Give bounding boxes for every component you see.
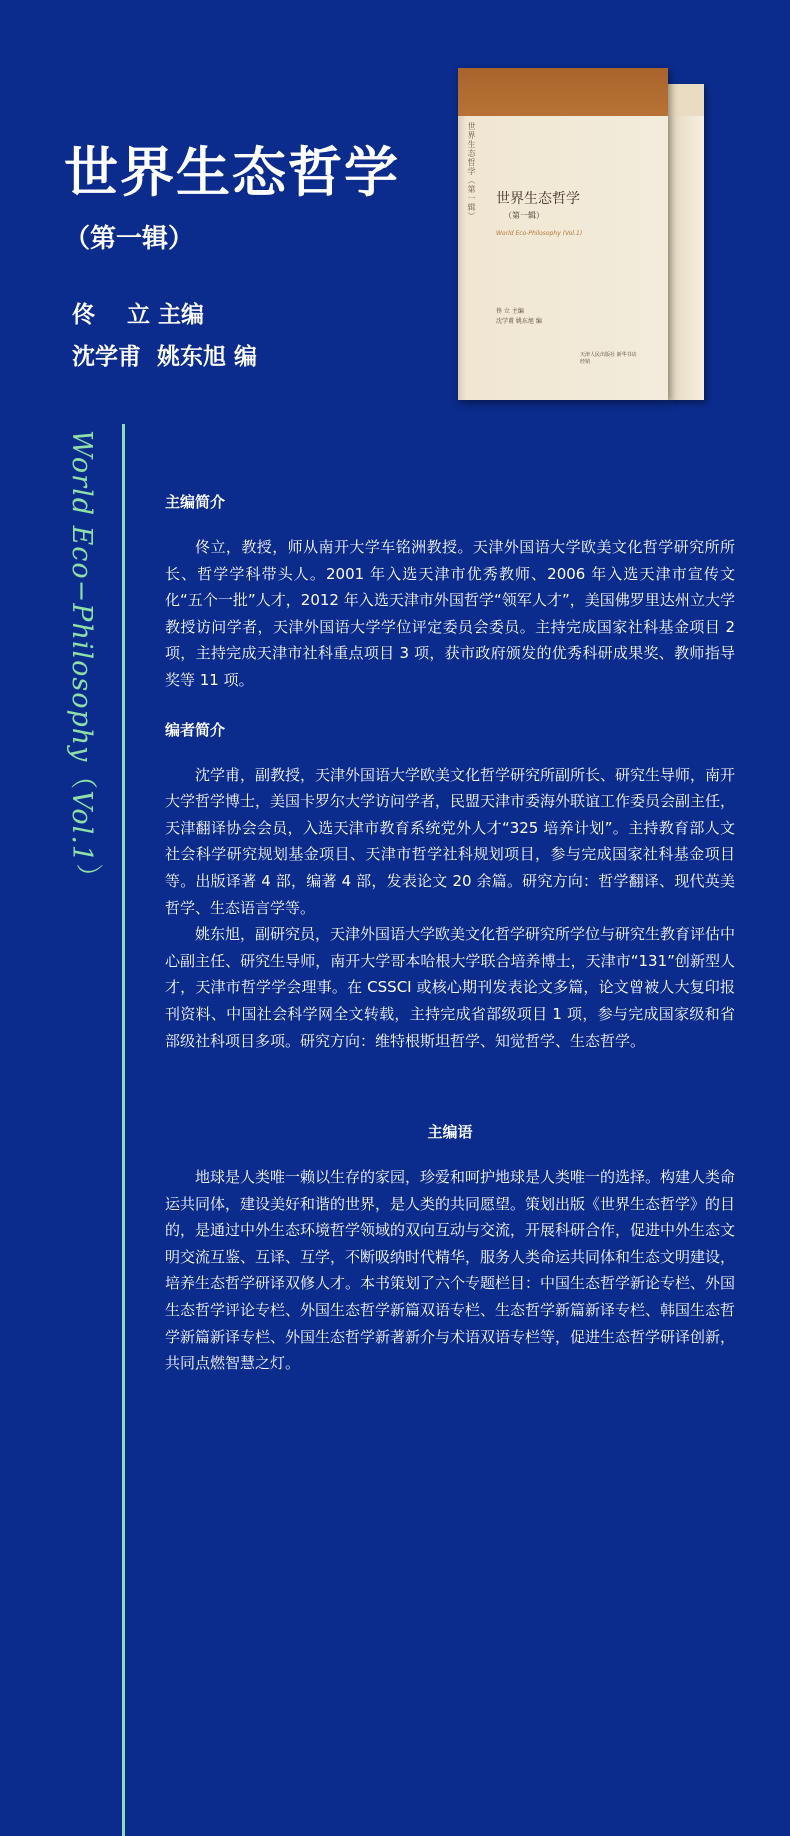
english-vertical-title: World Eco−Philosophy（Vol.1） xyxy=(66,430,97,892)
book-cover-title: 世界生态哲学 xyxy=(496,191,580,207)
book-cover-side-text: 世界生态哲学（第一辑） xyxy=(467,122,476,221)
chief-editor-line: 佟 立 主编 xyxy=(72,301,205,328)
editors-line: 沈学甫 姚东旭 编 xyxy=(72,343,258,370)
book-spine xyxy=(668,84,704,400)
vertical-divider-line xyxy=(122,424,125,1836)
book-spine-band xyxy=(668,84,704,116)
page-subtitle: （第一辑） xyxy=(64,224,195,254)
foreword-text: 地球是人类唯一赖以生存的家园，珍爱和呵护地球是人类唯一的选择。构建人类命运共同体，建设美好和谐的世界，是人类的共同愿望。策划出版《世界生态哲学》的目的，是通过中外生态环境哲学领域的双向互动与交流，开展科研合作，促进中外生态文明交流互鉴、互译、互学，不断吸纳时代精华，服务人类命运共同体和生态文明建设，培养生态哲学研译双修人才。本书策划了六个专题栏目：中国生态哲学新论专栏、外国生态哲学评论专栏、外国生态哲学新篇双语专栏、生态哲学新篇新译专栏、韩国生态哲学新篇新译专栏、外国生态哲学新著新介与术语双语专栏等，促进生态哲学研译创新，共同点燃智慧之灯。 xyxy=(165,1168,736,1373)
chief-editor-intro-text: 佟立，教授，师从南开大学车铭洲教授。天津外国语大学欧美文化哲学研究所所长、哲学学科带头人。2001 年入选天津市优秀教师、2006 年入选天津市宣传文化“五个一批”人才，2012 年入选天津市外国哲学“领军人才”，美国佛罗里达州立大学教授访问学者，天津外国语大学学位评定委员会委员。主持完成国家社科基金项目 2 项，主持完成天津市社科重点项目 3 项，获市政府颁发的优秀科研成果奖、教师指导奖等 11 项。 xyxy=(165,538,735,689)
chief-editor-intro-heading: 主编简介 xyxy=(165,493,226,511)
editor-shen-bio: 沈学甫，副教授，天津外国语大学欧美文化哲学研究所副所长、研究生导师，南开大学哲学博士，美国卡罗尔大学访问学者，民盟天津市委海外联谊工作委员会副主任，天津翻译协会会员，入选天津市教育系统党外人才“325 培养计划”。主持教育部人文社会科学研究规划基金项目、天津市哲学社科规划项目，参与完成国家社科基金项目等。出版译著 4 部，编著 4 部，发表论文 20 余篇。研究方向：哲学翻译、现代英美哲学、生态语言学等。 xyxy=(165,765,736,917)
book-cover-editor2: 沈学甫 姚东旭 编 xyxy=(496,318,542,325)
book-cover-editor1: 佟 立 主编 xyxy=(496,308,524,315)
book-cover-band xyxy=(458,68,668,116)
editors-intro-heading: 编者简介 xyxy=(165,720,226,739)
book-cover-image xyxy=(458,68,704,400)
page-title: 世界生态哲学 xyxy=(64,141,400,204)
foreword-heading: 主编语 xyxy=(427,1123,473,1142)
book-cover-publisher: 天津人民出版社 新华书店经销 xyxy=(580,352,637,365)
editor-yao-bio: 姚东旭，副研究员，天津外国语大学欧美文化哲学研究所学位与研究生教育评估中心副主任、研究生导师，南开大学哥本哈根大学联合培养博士，天津市“131”创新型人才，天津市哲学学会理事。在 CSSCI 或核心期刊发表论文多篇，论文曾被人大复印报刊资料、中国社会科学网全文转载，主持完成省部级项目 1 项，参与完成国家级和省部级社科项目多项。研究方向：维特根斯坦哲学、知觉哲学、生态哲学。 xyxy=(165,925,736,1050)
main-content xyxy=(165,492,735,1377)
book-cover-english-title: World Eco-Philosophy (Vol.1) xyxy=(496,230,583,237)
book-cover-subtitle: （第一辑） xyxy=(504,211,544,220)
